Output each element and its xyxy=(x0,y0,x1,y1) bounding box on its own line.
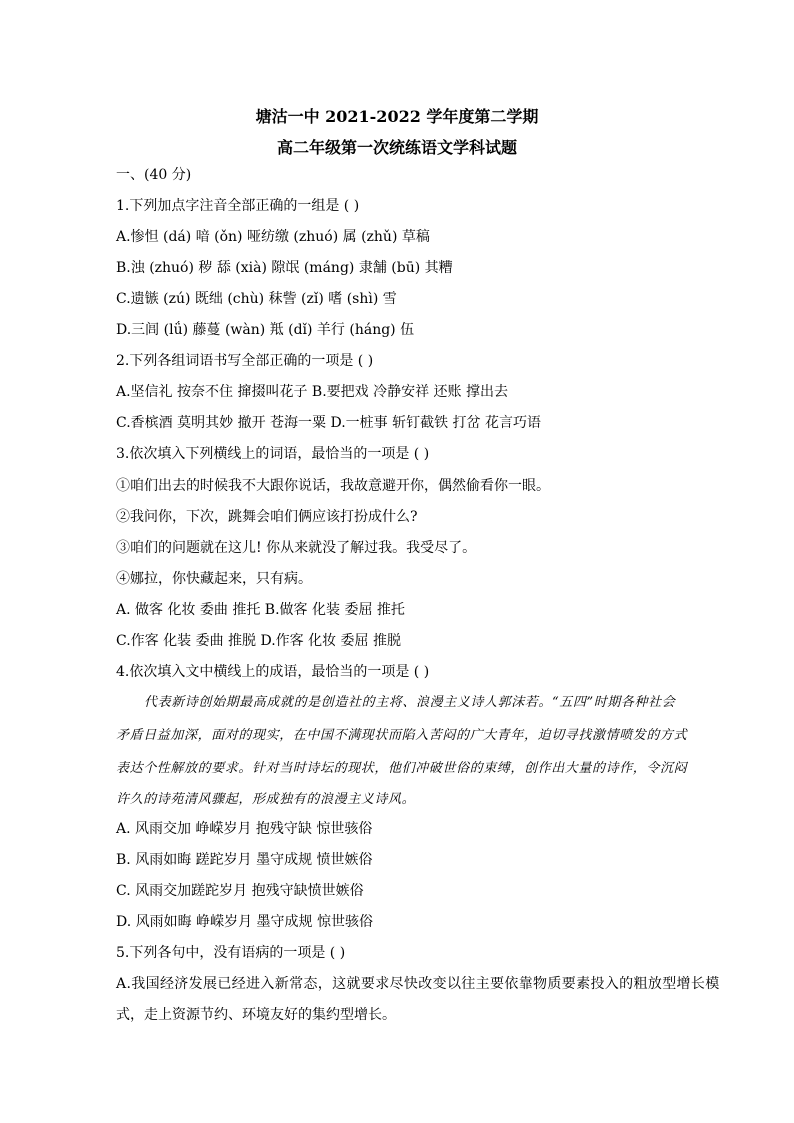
question-2-options-ab: A.坚信礼 按奈不住 撺掇叫花子 B.要把戏 冷静安祥 还账 撑出去 xyxy=(116,384,508,400)
question-1-stem: 1.下列加点字注音全部正确的一组是 ( ) xyxy=(116,198,360,214)
question-3-sentence-3: ③咱们的问题就在这儿! 你从来就没了解过我。我受尽了。 xyxy=(116,540,477,556)
page-title: 塘沽一中 2021-2022 学年度第二学期 xyxy=(255,107,539,126)
question-4-option-b: B. 风雨如晦 蹉跎岁月 墨守成规 愤世嫉俗 xyxy=(116,852,373,868)
question-5-option-a-line: A.我国经济发展已经进入新常态，这就要求尽快改变以往主要依靠物质要素投入的粗放型增长模 xyxy=(116,976,720,992)
question-5-option-a-line: 式，走上资源节约、环境友好的集约型增长。 xyxy=(116,1007,396,1023)
question-4-option-a: A. 风雨交加 峥嵘岁月 抱残守缺 惊世骇俗 xyxy=(116,821,373,837)
question-3-options-cd: C.作客 化装 委曲 推脱 D.作客 化妆 委屈 推脱 xyxy=(116,633,401,649)
question-1-option-c: C.遗镞 (zú) 既绌 (chù) 秣訾 (zǐ) 嗜 (shì) 雪 xyxy=(116,291,397,307)
question-4-option-d: D. 风雨如晦 峥嵘岁月 墨守成规 惊世骇俗 xyxy=(116,914,373,930)
question-1-option-b: B.浊 (zhuó) 秽 舔 (xià) 隙氓 (máng) 隶舗 (bū) 其糟 xyxy=(116,260,453,276)
section-heading: 一、(40 分) xyxy=(116,167,192,183)
question-4-passage-line: 矛盾日益加深，面对的现实，在中国不满现状而陷入苦闷的广大青年，迫切寻找激情喷发的方式 xyxy=(116,728,688,743)
question-1-option-d: D.三闾 (lǘ) 藤蔓 (wàn) 羝 (dǐ) 羊行 (háng) 伍 xyxy=(116,322,415,338)
question-1-option-a: A.惨怛 (dá) 喑 (ǒn) 哑纺缴 (zhuó) 属 (zhǔ) 草稿 xyxy=(116,229,430,245)
question-3-stem: 3.依次填入下列横线上的词语，最恰当的一项是 ( ) xyxy=(116,446,430,462)
question-4-passage-line: 许久的诗苑清风骤起，形成独有的浪漫主义诗风。 xyxy=(116,792,416,807)
question-3-sentence-1: ①咱们出去的时候我不大跟你说话，我故意避开你，偶然偷看你一眼。 xyxy=(116,478,550,494)
page-subtitle: 高二年级第一次统练语文学科试题 xyxy=(276,138,517,157)
question-2-options-cd: C.香槟酒 莫明其妙 撤开 苍海一粟 D.一桩事 斩钉截铁 打岔 花言巧语 xyxy=(116,415,541,431)
question-5-stem: 5.下列各句中，没有语病的一项是 ( ) xyxy=(116,945,346,961)
question-4-option-c: C. 风雨交加蹉跎岁月 抱残守缺愤世嫉俗 xyxy=(116,883,364,899)
question-4-passage-line: 表达个性解放的要求。针对当时诗坛的现状，他们冲破世俗的束缚，创作出大量的诗作，令沉闷 xyxy=(116,761,688,776)
question-3-sentence-2: ②我问你，下次，跳舞会咱们俩应该打扮成什么? xyxy=(116,509,418,525)
question-2-stem: 2.下列各组词语书写全部正确的一项是 ( ) xyxy=(116,353,374,369)
question-3-sentence-4: ④娜拉，你快藏起来，只有病。 xyxy=(116,571,312,587)
question-3-options-ab: A. 做客 化妆 委曲 推托 B.做客 化装 委屈 推托 xyxy=(116,602,405,618)
question-4-stem: 4.依次填入文中横线上的成语，最恰当的一项是 ( ) xyxy=(116,664,430,680)
question-4-passage-line: 代表新诗创始期最高成就的是创造社的主将、浪漫主义诗人郭沫若。“五四”时期各种社会 xyxy=(144,695,676,710)
